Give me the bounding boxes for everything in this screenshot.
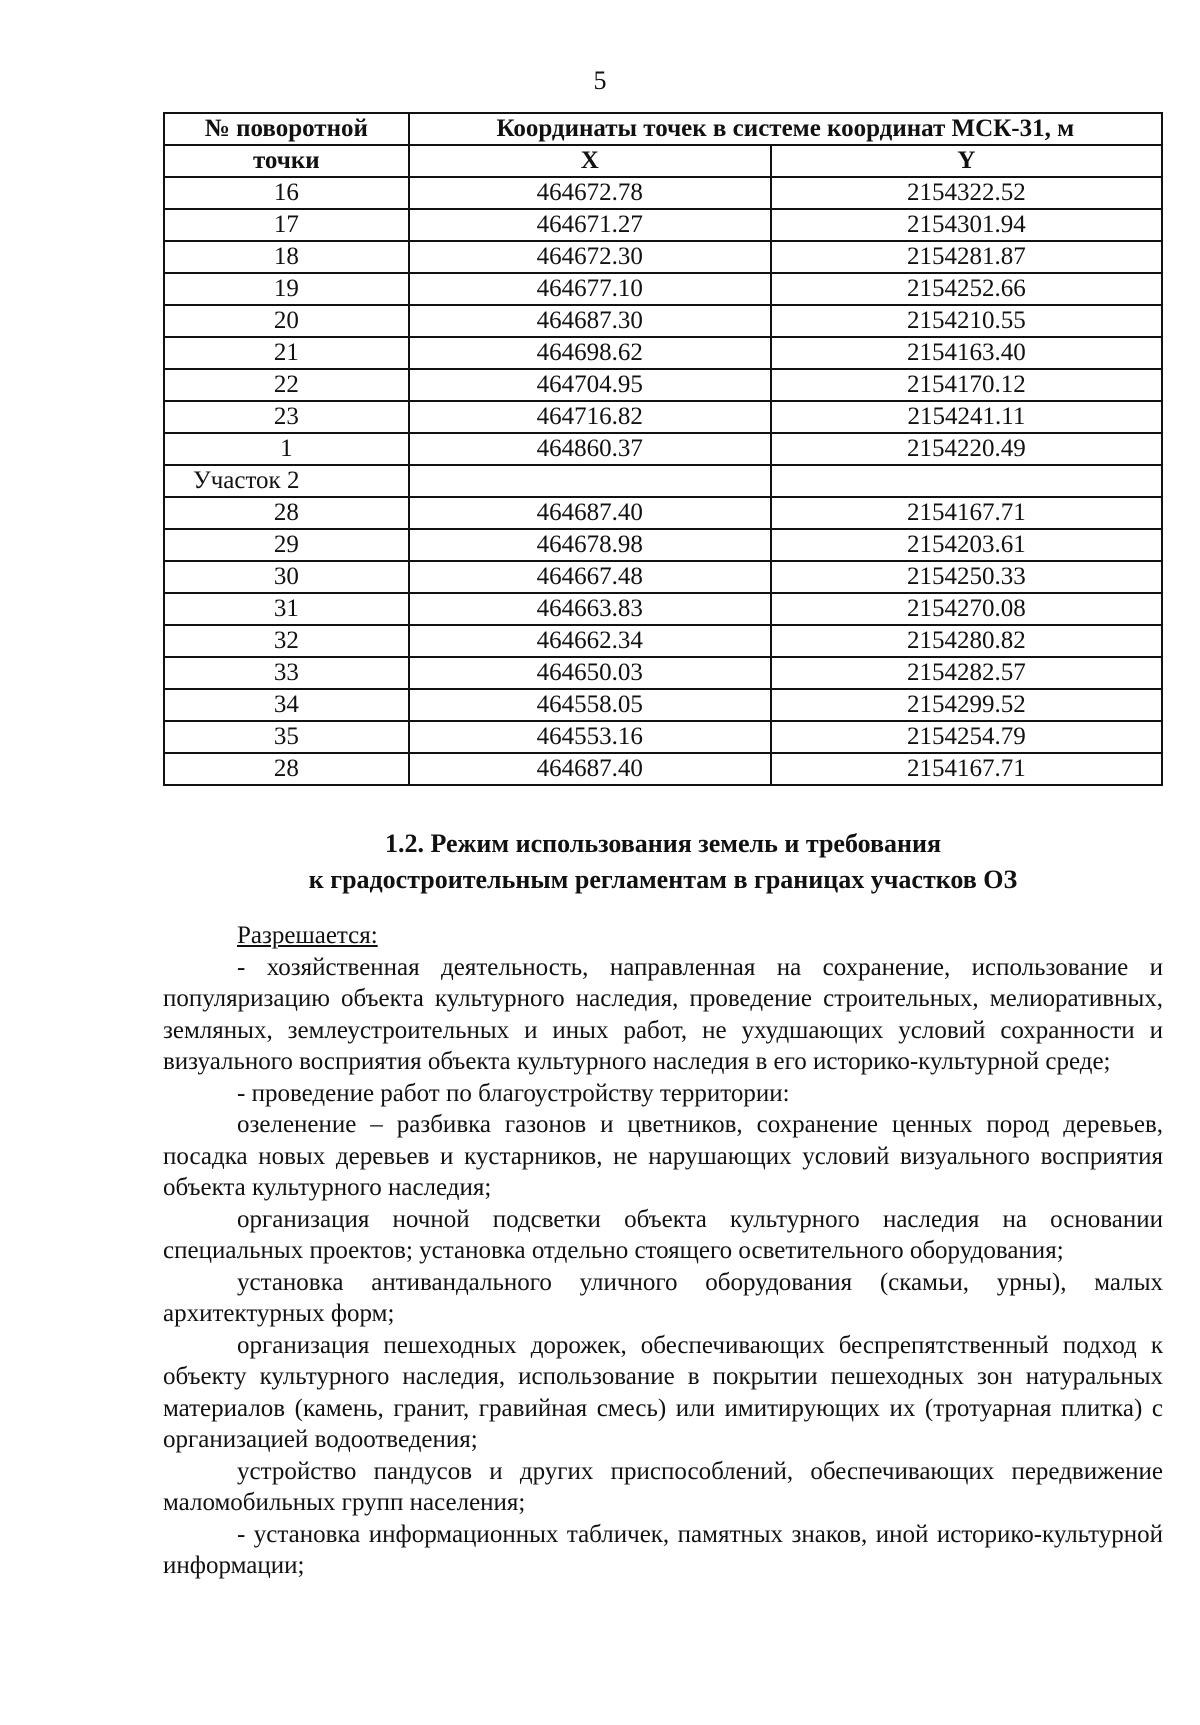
empty-cell (771, 465, 1162, 497)
y-value: 2154163.40 (771, 337, 1162, 369)
paragraph: - хозяйственная деятельность, направленная на сохранение, использование и популяризацию объекта культурного наследия, проведение строительных, мелиоративных, земляных, землеустроительных и иных работ, не ухудшающих условий сохранности и визуального восприятия объекта культурного наследия в его историко-культурной среде; (163, 953, 1163, 1075)
paragraph: - установка информационных табличек, памятных знаков, иной историко-культурной информации; (163, 1520, 1163, 1579)
table-row (164, 657, 1162, 689)
x-header: X (409, 145, 771, 177)
table-row (164, 753, 1162, 785)
table-row (164, 561, 1162, 593)
y-value: 2154254.79 (771, 721, 1162, 753)
x-value: 464716.82 (409, 401, 771, 433)
point-number: 33 (164, 657, 409, 689)
y-value: 2154170.12 (771, 369, 1162, 401)
point-number-header: № поворотной (164, 113, 409, 145)
paragraph: организация ночной подсветки объекта культурного наследия на основании специальных проектов; установка отдельно стоящего осветительного оборудования; (163, 1205, 1163, 1264)
x-value: 464698.62 (409, 337, 771, 369)
point-number: 30 (164, 561, 409, 593)
point-number: 1 (164, 433, 409, 465)
paragraph: - проведение работ по благоустройству территории: (237, 1079, 790, 1107)
point-number: 32 (164, 625, 409, 657)
table-header-row (164, 113, 1162, 145)
y-value: 2154322.52 (771, 177, 1162, 209)
x-value: 464667.48 (409, 561, 771, 593)
table-row (164, 529, 1162, 561)
x-value: 464662.34 (409, 625, 771, 657)
paragraph: организация пешеходных дорожек, обеспечивающих беспрепятственный подход к объекту культурного наследия, использование в покрытии пешеходных зон натуральных материалов (камень, гранит, гравийная смесь) или имитирующих их (тротуарная плитка) с организацией водоотведения; (163, 1331, 1163, 1453)
x-value: 464704.95 (409, 369, 771, 401)
page-number: 5 (593, 66, 607, 95)
point-number: 23 (164, 401, 409, 433)
table-row (164, 273, 1162, 305)
table-row (164, 241, 1162, 273)
table-row (164, 369, 1162, 401)
y-value: 2154281.87 (771, 241, 1162, 273)
allowed-label: Разрешается: (237, 922, 378, 949)
table-subheader-row (164, 145, 1162, 177)
x-value: 464558.05 (409, 689, 771, 721)
y-value: 2154280.82 (771, 625, 1162, 657)
coordinates-table (163, 112, 1163, 786)
table-row (164, 305, 1162, 337)
point-number: 17 (164, 209, 409, 241)
y-value: 2154220.49 (771, 433, 1162, 465)
x-value: 464860.37 (409, 433, 771, 465)
table-row (164, 497, 1162, 529)
section-heading (163, 826, 1163, 898)
section-heading-line1: 1.2. Режим использования земель и требования (384, 829, 942, 858)
point-number: 21 (164, 337, 409, 369)
y-value: 2154282.57 (771, 657, 1162, 689)
y-value: 2154301.94 (771, 209, 1162, 241)
section-label: Участок 2 (164, 465, 409, 497)
table-row (164, 625, 1162, 657)
x-value: 464672.78 (409, 177, 771, 209)
paragraph: установка антивандального уличного оборудования (скамьи, урны), малых архитектурных форм; (163, 1268, 1163, 1327)
y-value: 2154167.71 (771, 753, 1162, 785)
table-row (164, 689, 1162, 721)
x-value: 464678.98 (409, 529, 771, 561)
x-value: 464677.10 (409, 273, 771, 305)
x-value: 464687.30 (409, 305, 771, 337)
point-number: 29 (164, 529, 409, 561)
point-number: 28 (164, 497, 409, 529)
empty-cell (409, 465, 771, 497)
x-value: 464663.83 (409, 593, 771, 625)
table-row (164, 337, 1162, 369)
x-value: 464687.40 (409, 497, 771, 529)
table-row (164, 433, 1162, 465)
point-number: 22 (164, 369, 409, 401)
table-row (164, 721, 1162, 753)
x-value: 464650.03 (409, 657, 771, 689)
table-row (164, 401, 1162, 433)
x-value: 464671.27 (409, 209, 771, 241)
y-value: 2154203.61 (771, 529, 1162, 561)
point-number: 35 (164, 721, 409, 753)
x-value: 464553.16 (409, 721, 771, 753)
table-row (164, 209, 1162, 241)
coords-system-header: Координаты точек в системе координат МСК-31, м (409, 113, 1162, 145)
paragraph: устройство пандусов и других приспособлений, обеспечивающих передвижение маломобильных групп населения; (163, 1457, 1163, 1516)
x-value: 464687.40 (409, 753, 771, 785)
x-value: 464672.30 (409, 241, 771, 273)
y-value: 2154210.55 (771, 305, 1162, 337)
table-row (164, 593, 1162, 625)
y-value: 2154167.71 (771, 497, 1162, 529)
section-row (164, 465, 1162, 497)
table-row (164, 177, 1162, 209)
y-value: 2154270.08 (771, 593, 1162, 625)
section-body (163, 920, 1163, 1582)
y-value: 2154241.11 (771, 401, 1162, 433)
point-number: 16 (164, 177, 409, 209)
point-number: 34 (164, 689, 409, 721)
point-number: 20 (164, 305, 409, 337)
point-number-header-line2: точки (164, 145, 409, 177)
paragraph: озеленение – разбивка газонов и цветников, сохранение ценных пород деревьев, посадка новых деревьев и кустарников, не нарушающих условий визуального восприятия объекта культурного наследия; (163, 1111, 1163, 1201)
point-number: 18 (164, 241, 409, 273)
y-value: 2154252.66 (771, 273, 1162, 305)
point-number: 19 (164, 273, 409, 305)
y-value: 2154250.33 (771, 561, 1162, 593)
y-value: 2154299.52 (771, 689, 1162, 721)
section-heading-line2: к градостроительным регламентам в границах участков ОЗ (308, 865, 1018, 894)
point-number: 31 (164, 593, 409, 625)
y-header: Y (771, 145, 1162, 177)
point-number: 28 (164, 753, 409, 785)
